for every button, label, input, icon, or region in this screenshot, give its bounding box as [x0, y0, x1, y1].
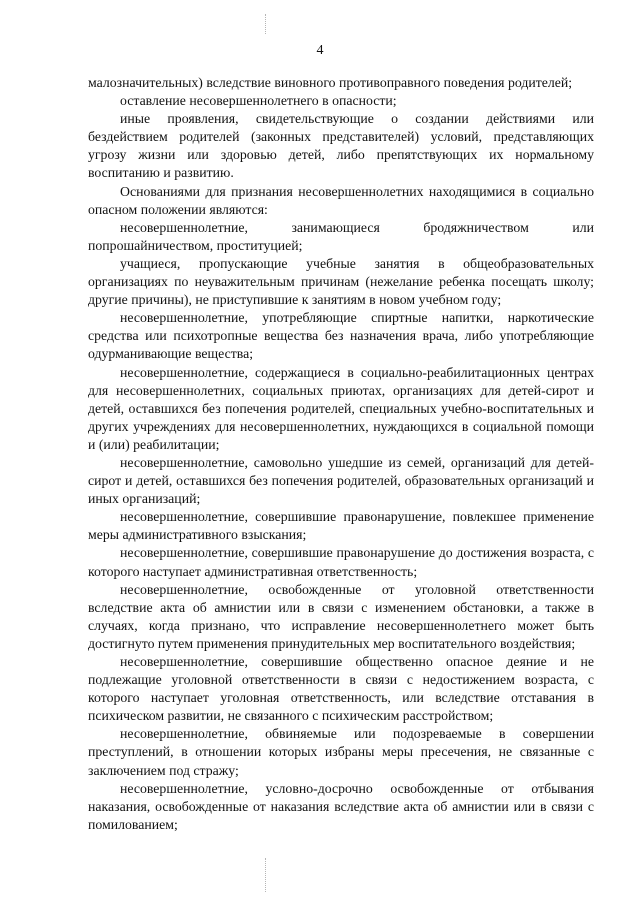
paragraph-grounds-intro: Основаниями для признания несовершеннолетних находящимися в социально опасном положении являются:	[88, 183, 594, 217]
body-text	[88, 74, 594, 834]
list-item-amnesty-release: несовершеннолетние, освобожденные от уголовной ответственности вследствие акта об амнистии или в связи с изменением обстановки, а также в случаях, когда признано, что исправление несовершеннолетнего может быть достигнуто путем применения принудительных мер воспитательного воздействия;	[88, 581, 594, 651]
list-item-parole: несовершеннолетние, условно-досрочно освобожденные от отбывания наказания, освобожденные от наказания вследствие акта об амнистии или в связи с помилованием;	[88, 780, 594, 832]
list-item-rehab-centers: несовершеннолетние, содержащиеся в социально-реабилитационных центрах для несовершеннолетних, социальных приютах, организациях для детей-сирот и детей, оставшихся без попечения родителей, специальных учебно-воспитательных и других учреждениях для несовершеннолетних, нуждающихся в социальной помощи и (или) реабилитации;	[88, 364, 594, 452]
page-number: 4	[316, 43, 324, 58]
list-item-vagrancy: несовершеннолетние, занимающиеся бродяжничеством или попрошайничеством, проституцией;	[88, 219, 594, 253]
fold-mark-bottom	[265, 858, 266, 892]
list-item-danger: оставление несовершеннолетнего в опасности;	[120, 93, 397, 109]
paragraph-continuation: малозначительных) вследствие виновного противоправного поведения родителей;	[88, 75, 573, 90]
list-item-runaways: несовершеннолетние, самовольно ушедшие из семей, организаций для детей-сирот и детей, оставшихся без попечения родителей, образовательных организаций и иных организаций;	[88, 454, 594, 507]
list-item-substances: несовершеннолетние, употребляющие спиртные напитки, наркотические средства или психотропные вещества без назначения врача, либо употребляющие одурманивающие вещества;	[88, 310, 594, 362]
list-item-accused: несовершеннолетние, обвиняемые или подозреваемые в совершении преступлений, в отношении которых избраны меры пресечения, не связанные с заключением под стражу;	[88, 726, 594, 778]
list-item-dangerous-act: несовершеннолетние, совершившие общественно опасное деяние и не подлежащие уголовной ответственности в связи с недостижением возраста, с которого наступает уголовная ответственность, или вследствие отставания в психическом развитии, не связанного с психическим расстройством;	[88, 654, 594, 724]
list-item-offense-under-age: несовершеннолетние, совершившие правонарушение до достижения возраста, с которого наступает административная ответственность;	[88, 545, 594, 579]
list-item-truancy: учащиеся, пропускающие учебные занятия в общеобразовательных организациях по неуважительным причинам (нежелание ребенка посещать школу; другие причины), не приступившие к занятиям в новом учебном году;	[88, 255, 594, 308]
list-item-administrative-offense: несовершеннолетние, совершившие правонарушение, повлекшее применение меры административного взыскания;	[88, 509, 594, 543]
list-item-other-manifestations: иные проявления, свидетельствующие о создании действиями или бездействием родителей (законных представителей) условий, представляющих угрозу жизни или здоровью детей, либо препятствующих их нормальному воспитанию и развитию.	[88, 111, 594, 181]
fold-mark-top	[265, 14, 266, 34]
